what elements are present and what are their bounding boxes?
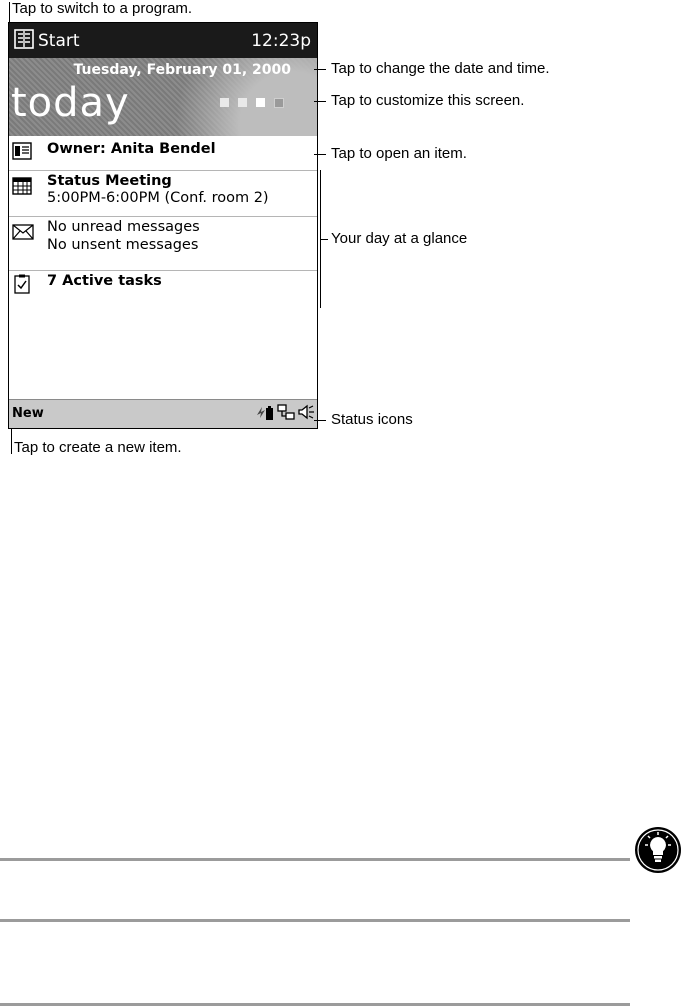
today-title: today xyxy=(11,80,130,126)
tip-bottom-rule xyxy=(0,1003,630,1006)
owner-label: Owner: Anita Bendel xyxy=(47,141,216,157)
task-clipboard-icon xyxy=(14,274,30,298)
open-item-leader xyxy=(314,154,326,155)
create-item-leader xyxy=(11,428,12,454)
meeting-title: Status Meeting xyxy=(47,173,172,189)
start-label: Start xyxy=(38,31,80,51)
unread-messages: No unread messages xyxy=(47,219,200,235)
messages-item[interactable] xyxy=(9,217,317,271)
tasks-label: 7 Active tasks xyxy=(47,273,162,289)
start-button[interactable] xyxy=(13,29,80,53)
theme-dot-2 xyxy=(238,98,247,107)
customize-callout: Tap to customize this screen. xyxy=(331,92,525,109)
meeting-item[interactable] xyxy=(9,171,317,217)
today-screen xyxy=(8,22,318,429)
datetime-leader xyxy=(314,69,326,70)
unsent-messages: No unsent messages xyxy=(47,237,199,253)
tip-top-rule xyxy=(0,858,630,861)
new-button[interactable]: New xyxy=(12,406,44,421)
open-item-callout: Tap to open an item. xyxy=(331,145,467,162)
status-icons-leader xyxy=(314,420,326,421)
glance-leader xyxy=(320,239,328,240)
switch-program-leader xyxy=(9,2,10,22)
theme-dot-1 xyxy=(220,98,229,107)
datetime-callout: Tap to change the date and time. xyxy=(331,60,550,77)
banner-date[interactable]: Tuesday, February 01, 2000 xyxy=(73,62,291,78)
owner-item[interactable] xyxy=(9,136,317,171)
envelope-icon xyxy=(12,224,34,244)
theme-dot-3 xyxy=(256,98,265,107)
glance-callout: Your day at a glance xyxy=(331,230,468,247)
create-item-callout: Tap to create a new item. xyxy=(14,439,182,456)
connection-icon[interactable] xyxy=(277,403,295,425)
customize-leader xyxy=(314,101,326,102)
switch-program-callout: Tap to switch to a program. xyxy=(12,0,193,17)
calendar-icon xyxy=(12,177,32,199)
owner-card-icon xyxy=(12,142,32,164)
status-icons-callout: Status icons xyxy=(331,411,413,428)
lightbulb-tip-icon xyxy=(634,826,682,874)
tip-middle-rule xyxy=(0,919,630,922)
navigation-bar xyxy=(9,23,317,58)
start-flag-icon xyxy=(13,28,35,54)
command-bar xyxy=(9,399,317,428)
today-banner[interactable] xyxy=(9,58,317,136)
meeting-detail: 5:00PM-6:00PM (Conf. room 2) xyxy=(47,190,269,206)
tasks-item[interactable] xyxy=(9,271,317,301)
speaker-icon[interactable] xyxy=(297,403,315,425)
theme-dot-4 xyxy=(274,98,284,108)
battery-icon[interactable] xyxy=(255,403,275,425)
clock[interactable]: 12:23p xyxy=(251,31,311,51)
status-icons xyxy=(255,404,315,424)
